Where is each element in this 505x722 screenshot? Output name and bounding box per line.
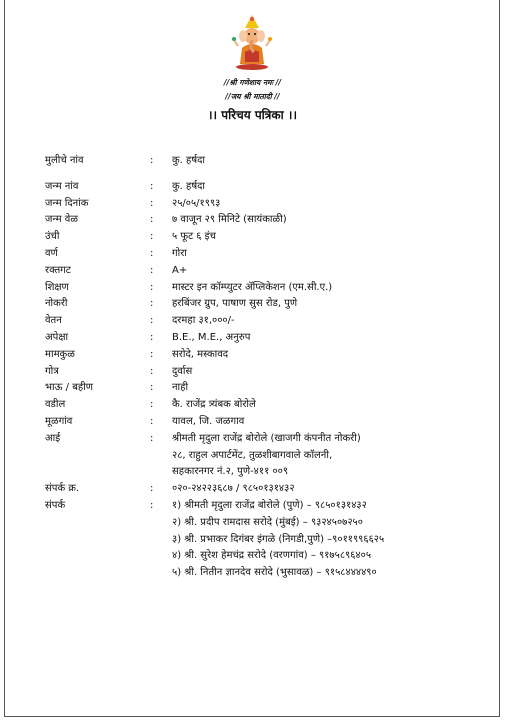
ganesha-emblem-icon (232, 12, 272, 70)
detail-row-siblings (45, 380, 485, 397)
detail-value: गोरा (172, 247, 187, 259)
detail-label: नोकरी (45, 298, 68, 310)
detail-label: जन्म वेळ (45, 214, 78, 226)
detail-colon: : (150, 298, 154, 310)
mother-line: श्रीमती मृदुला राजेंद्र बोरोले (खाजगी कंपनीत नोकरी) (172, 432, 361, 444)
detail-label: वर्ण (45, 247, 58, 259)
detail-colon: : (150, 415, 154, 427)
detail-value: ५ फूट ६ इंच (172, 231, 216, 243)
detail-value: ०२०-२४२२३६८७ / ९८५०१३१४३२ (172, 483, 295, 495)
mother-line: २८, राहुल अपार्टमेंट, तुळशीबागवाले कॉलनी, (172, 449, 333, 461)
detail-value: ७ वाजून २९ मिनिटे (सायंकाळी) (172, 214, 287, 226)
detail-row-blood-group (45, 263, 485, 280)
detail-value: दुर्वास (172, 365, 193, 377)
contact-line: ३) श्री. प्रभाकर दिगंबर इंगळे (निगडी,पुणे) –९०११९९६६२५ (172, 533, 385, 545)
detail-colon: : (150, 348, 154, 360)
detail-colon: : (150, 197, 154, 209)
contact-line: १) श्रीमती मृदुला राजेंद्र बोरोले (पुणे) – ९८५०१३१४३२ (172, 499, 367, 511)
detail-label: जन्म दिनांक (45, 197, 89, 209)
detail-value: हरबिंजर ग्रुप, पाषाण सुस रोड, पुणे (172, 298, 298, 310)
detail-colon: : (150, 180, 154, 192)
detail-value: कु. हर्षदा (172, 155, 206, 166)
prayer-line-2: //जय श्री मातादी // (225, 92, 280, 101)
detail-value: यावल, जि. जळगाव (172, 415, 245, 427)
detail-row-job (45, 296, 485, 313)
detail-row-native-place (45, 414, 485, 431)
contact-line: २) श्री. प्रदीप रामदास सरोदे (मुंबई) – ९३२४५०७२५० (172, 516, 363, 528)
detail-label: अपेक्षा (45, 331, 69, 343)
detail-row-birth-time (45, 212, 485, 229)
detail-label: मामकुळ (45, 348, 75, 360)
contact-line: ४) श्री. सुरेश हेमचंद्र सरोदे (वरणगांव) – ९१७५८९६४०५ (172, 550, 372, 562)
detail-row-expectation (45, 330, 485, 347)
detail-label: मूळगांव (45, 415, 73, 427)
detail-colon: : (150, 365, 154, 377)
detail-row-name (45, 153, 485, 170)
detail-label: वेतन (45, 315, 62, 327)
detail-colon: : (150, 331, 154, 343)
detail-label: भाऊ / बहीण (45, 382, 94, 394)
detail-value (172, 431, 485, 481)
detail-row-contacts (45, 498, 485, 582)
detail-colon: : (150, 155, 154, 166)
detail-colon: : (150, 247, 154, 259)
detail-value: सरोदे, मस्कावद (172, 348, 229, 360)
detail-value: नाही (172, 382, 189, 394)
detail-value: कु. हर्षदा (172, 180, 206, 192)
detail-label: मुलीचे नांव (45, 155, 84, 166)
prayer-line-1: //श्री गणेशाय नमः // (223, 78, 282, 87)
detail-label: वडील (45, 399, 66, 411)
detail-label: उंची (45, 231, 60, 243)
detail-label: रक्तगट (45, 264, 71, 276)
mother-line: सहकारनगर नं.२, पुणे-४११ ००९ (172, 466, 289, 478)
detail-value: २५/०५/१९९३ (172, 197, 221, 209)
detail-colon: : (150, 499, 154, 511)
biodata-details (45, 153, 485, 582)
detail-value: A+ (172, 264, 188, 276)
detail-row-maternal-family (45, 347, 485, 364)
detail-row-birth-name (45, 179, 485, 196)
detail-value (172, 498, 485, 582)
detail-colon: : (150, 315, 154, 327)
detail-row-education (45, 280, 485, 297)
detail-colon: : (150, 281, 154, 293)
contact-line: ५) श्री. नितीन ज्ञानदेव सरोदे (भुसावळ) – ९१५८४४४४९० (172, 567, 377, 579)
detail-colon: : (150, 214, 154, 226)
detail-value: मास्टर इन कॉम्प्युटर ॲप्लिकेशन (एम.सी.ए.) (172, 281, 333, 293)
detail-label: गोत्र (45, 365, 59, 377)
detail-row-salary (45, 313, 485, 330)
detail-colon: : (150, 432, 154, 444)
detail-colon: : (150, 399, 154, 411)
detail-label: जन्म नांव (45, 180, 79, 192)
detail-label: शिक्षण (45, 281, 69, 293)
detail-colon: : (150, 382, 154, 394)
detail-row-birth-date (45, 196, 485, 213)
detail-row-height (45, 229, 485, 246)
detail-row-gotra (45, 364, 485, 381)
detail-colon: : (150, 483, 154, 495)
detail-colon: : (150, 264, 154, 276)
document-title: ।। परिचय पत्रिका ।। (207, 108, 297, 122)
detail-label: संपर्क क्र. (45, 483, 80, 495)
detail-row-contact-number (45, 481, 485, 498)
detail-value: कै. राजेंद्र त्र्यंबक बोरोले (172, 399, 256, 411)
detail-row-complexion (45, 246, 485, 263)
detail-value: B.E., M.E., अनुरुप (172, 331, 251, 343)
detail-label: संपर्क (45, 499, 66, 511)
detail-label: आई (45, 432, 61, 444)
detail-row-mother (45, 431, 485, 481)
detail-row-father (45, 397, 485, 414)
detail-value: दरमहा ३१,०००/- (172, 315, 235, 327)
detail-colon: : (150, 231, 154, 243)
